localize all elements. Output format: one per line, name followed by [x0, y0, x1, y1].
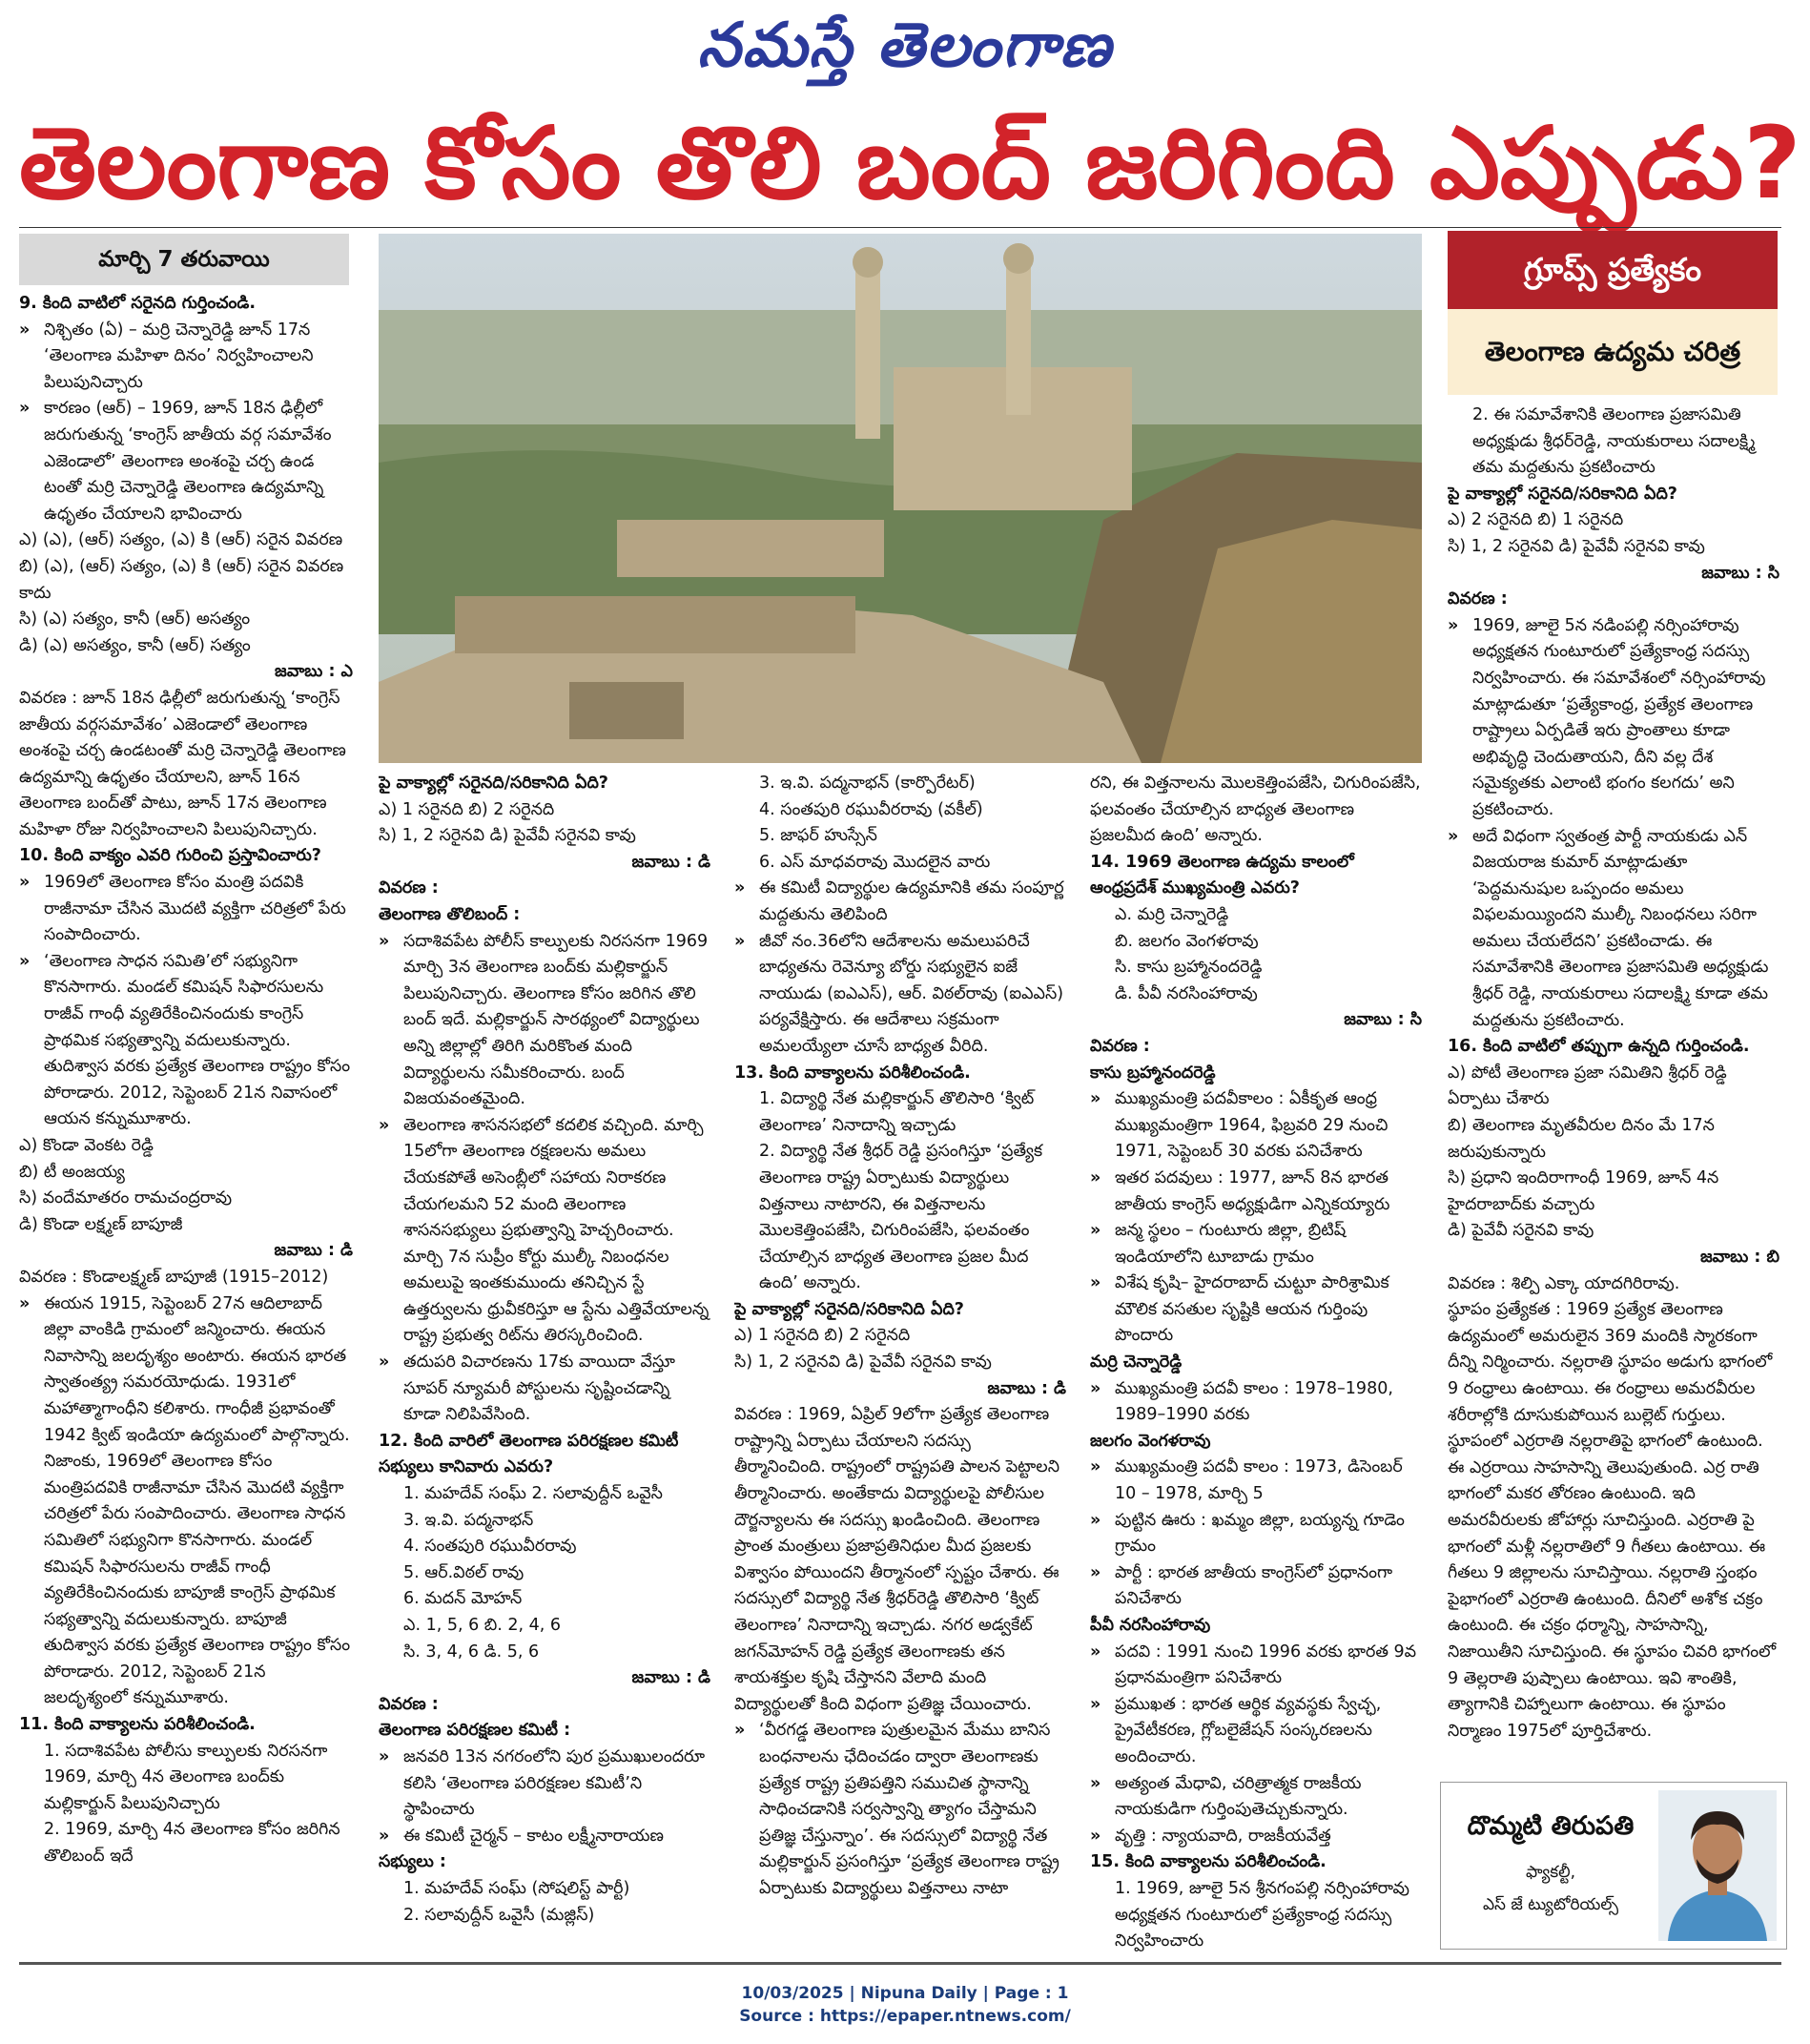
option-item: సి. కాసు బ్రహ్మానందరెడ్డి [1115, 958, 1263, 978]
paragraph: బి) (ఎ), (ఆర్‌) సత్యం, (ఎ) కి (ఆర్‌) సరైన వివరణ కాదు [19, 556, 344, 603]
golconda-fort-photo [379, 234, 1422, 763]
author-photo [1658, 1790, 1777, 1941]
column-3 [734, 771, 1066, 1953]
paragraph: డి) పైవేవీ సరైనవి కావు [1448, 1221, 1594, 1241]
option-item: 2. ఈ సమావేశానికి తెలంగాణ ప్రజాసమితి అధ్యక్షుడు శ్రీధర్‌రెడ్డి, నాయకురాలు సదాలక్ష్మి తమ మద్దతును ప్రకటించారు [1472, 405, 1756, 478]
paragraph: బి) తెలంగాణ మృతవీరుల దినం మే 17న జరుపుకున్నారు [1448, 1116, 1715, 1162]
author-role: ఫ్యాకల్టీ, [1525, 1863, 1576, 1882]
question: పై వాక్యాల్లో సరైనది/సరికానిది ఏది? [1448, 484, 1677, 504]
question: 14. 1969 తెలంగాణ ఉద్యమ కాలంలో ఆంధ్రప్రదేశ్‌ ముఖ్యమంత్రి ఎవరు? [1090, 852, 1354, 898]
bullet-item: » తదుపరి విచారణను 17కు వాయిదా వేస్తూ సూపర్‌ న్యూమరీ పోస్టులను సృష్టించడాన్ని కూడా నిలిపివేసింది. [379, 1350, 710, 1429]
bullet-item: » విశేష కృషి– హైదరాబాద్‌ చుట్టూ పారిశ్రామిక మౌలిక వసతుల సృష్టికి ఆయన గుర్తింపు పొందారు [1090, 1270, 1422, 1350]
option-item: 6. మదన్‌ మోహన్‌ [403, 1589, 523, 1609]
paragraph: వివరణ : కొండాలక్ష్మణ్‌ బాపూజీ (1915–2012) [19, 1267, 329, 1287]
column-4 [1090, 771, 1422, 1953]
masthead-logo: నమస్తే తెలంగాణ [697, 10, 1113, 81]
question: పై వాక్యాల్లో సరైనది/సరికానిది ఏది? [734, 1299, 964, 1319]
subheading: సభ్యులు : [379, 1852, 446, 1872]
bullet-item: » ‘వీరగడ్డ తెలంగాణ పుత్రులమైన మేము బానిస బంధనాలను ఛేదించడం ద్వారా తెలంగాణకు ప్రత్యేక రాష్ట్ర ప్రతిపత్తిని సముచిత స్థానాన్ని సాధించడానికి సర్వస్వాన్ని త్యాగం చేస్తామని ప్రతిజ్ఞ చేస్తున్నాం’. ఈ సదస్సులో విద్యార్థి నేత మల్లికార్జున్‌ ప్రసంగిస్తూ ‘ప్రత్యేక తెలంగాణ రాష్ట్ర ఏర్పాటుకు విద్యార్థులు విత్తనాలు నాటా [734, 1718, 1066, 1902]
paragraph: వివరణ : 1969, ఏప్రిల్‌ 9లోగా ప్రత్యేక తెలంగాణ రాష్ట్రాన్ని ఏర్పాటు చేయాలని సదస్సు తీర్మానించింది. రాష్ట్రంలో రాష్ట్రపతి పాలన పెట్టాలని తీర్మానించారు. అంతేకాదు విద్యార్థులపై పోలీసుల దౌర్జన్యాలను ఈ సదస్సు ఖండించింది. తెలంగాణ ప్రాంత మంత్రులు ప్రజాప్రతినిధుల మీద ప్రజలకు విశ్వాసం పోయిందని తీర్మానంలో స్పష్టం చేశారు. ఈ సదస్సులో విద్యార్థి నేత శ్రీధర్‌రెడ్డి తొలిసారి ‘క్విట్‌ తెలంగాణ’ నినాదాన్ని ఇచ్చాడు. నగర అడ్వకేట్‌ జగన్‌మోహన్‌ రెడ్డి ప్రత్యేక తెలంగాణకు తన శాయశక్తుల కృషి చేస్తానని వేలాది మంది విద్యార్థులతో కింది విధంగా ప్రతిజ్ఞ చేయించారు. [734, 1405, 1059, 1714]
bullet-item: » వృత్తి : న్యాయవాది, రాజకీయవేత్త [1090, 1824, 1422, 1850]
column-1 [19, 291, 353, 1955]
option-item: ఎ. 1, 5, 6 బి. 2, 4, 6 [403, 1616, 562, 1635]
bullet-item: » అదే విధంగా స్వతంత్ర పార్టీ నాయకుడు ఎన్‌ విజయరాజ కుమార్‌ మాట్లాడుతూ ‘పెద్దమనుషుల ఒప్పందం అమలు విఫలమయ్యిందని ముల్కీ నిబంధనలు సరిగా అమలు చేయలేదని’ ప్రకటించాడు. ఈ సమావేశానికి తెలంగాణ ప్రజాసమితి అధ్యక్షుడు శ్రీధర్‌ రెడ్డి, నాయకురాలు సదాలక్ష్మి కూడా తమ మద్దతును ప్రకటించారు. [1448, 824, 1779, 1035]
paragraph: ఎ) కొండా వెంకట రెడ్డి [19, 1136, 154, 1155]
subheading: మర్రి చెన్నారెడ్డి [1090, 1352, 1183, 1373]
subheading: వివరణ : [1090, 1036, 1150, 1056]
question: 11. కింది వాక్యాలను పరిశీలించండి. [19, 1715, 256, 1735]
bullet-item: » 1969, జూలై 5న నడింపల్లి నర్సింహారావు అధ్యక్షతన గుంటూరులో ప్రత్యేకాంధ్ర సదస్సు నిర్వహించారు. ఈ సమావేశంలో నర్సింహారావు మాట్లాడుతూ ‘ప్రత్యేకాంధ్ర, ప్రత్యేక తెలంగాణ రాష్ట్రాలు ఏర్పడితే ఇరు ప్రాంతాలు కూడా అభివృద్ధి చెందుతాయని, దీని వల్ల దేశ సమైక్యతకు ఎలాంటి భంగం కలగదు’ అని ప్రకటించారు. [1448, 613, 1779, 824]
author-name: దొమ్మటి తిరుపతి [1467, 1811, 1635, 1841]
paragraph: ఎ) పోటీ తెలంగాణ ప్రజా సమితిని శ్రీధర్‌ రెడ్డి ఏర్పాటు చేశారు [1448, 1063, 1727, 1109]
paragraph: సి) 1, 2 సరైనవి డి) పైవేవీ సరైనవి కావు [1448, 536, 1705, 556]
bullet-item: » కారణం (ఆర్‌) – 1969, జూన్‌ 18న ఢిల్లీలో జరుగుతున్న ‘కాంగ్రెస్‌ జాతీయ వర్గ సమావేశం ఎజెండాలో’ తెలంగాణ అంశంపై చర్చ ఉండ టంతో మర్రి చెన్నారెడ్డి తెలంగాణ ఉద్యమాన్ని ఉధృతం చేయాలని భావించారు [19, 396, 353, 527]
subheading: వివరణ : [379, 878, 439, 898]
column-5 [1448, 403, 1779, 1776]
subheading: పీవీ నరసింహారావు [1090, 1616, 1211, 1635]
paragraph: సి) 1, 2 సరైనవి డి) పైవేవీ సరైనవి కావు [379, 826, 636, 846]
bullet-item: » ముఖ్యమంత్రి పదవీకాలం : ఏకీకృత ఆంధ్ర ముఖ్యమంత్రిగా 1964, ఫిబ్రవరి 29 నుంచి 1971, సెప్టెంబర్‌ 30 వరకు పనిచేశారు [1090, 1086, 1422, 1166]
option-item: 5. ఆర్‌.విఠల్‌ రావు [403, 1562, 524, 1582]
option-item: 2. 1969, మార్చి 4న తెలంగాణ కోసం జరిగిన తొలిబంద్‌ ఇదే [44, 1820, 340, 1867]
section-banner: గ్రూప్స్‌ ప్రత్యేకం [1448, 231, 1778, 309]
top-divider [19, 227, 1781, 228]
option-item: డి. పీవీ నరసింహారావు [1115, 983, 1258, 1003]
answer: జవాబు : ఎ [275, 662, 353, 682]
bullet-item: » ముఖ్యమంత్రి పదవీ కాలం : 1973, డిసెంబర్‌ 10 – 1978, మార్చి 5 [1090, 1455, 1422, 1507]
paragraph: సి) 1, 2 సరైనవి డి) పైవేవీ సరైనవి కావు [734, 1352, 992, 1373]
bullet-item: » జన్మ స్థలం – గుంటూరు జిల్లా, బ్రిటిష్‌ ఇండియాలోని టూబాడు గ్రామం [1090, 1218, 1422, 1270]
question: 10. కింది వాక్యం ఎవరి గురించి ప్రస్తావించారు? [19, 846, 321, 866]
fort-illustration [379, 234, 1422, 763]
option-item: 1. విద్యార్థి నేత మల్లికార్జున్‌ తొలిసారి ‘క్విట్‌ తెలంగాణ’ నినాదాన్ని ఇచ్చాడు [759, 1089, 1035, 1135]
paragraph: ఎ) 1 సరైనది బి) 2 సరైనది [379, 799, 555, 819]
answer: జవాబు : డి [631, 852, 710, 872]
bullet-item: » ఈ కమిటీ చైర్మన్‌ – కాటం లక్ష్మీనారాయణ [379, 1824, 710, 1850]
question: 15. కింది వాక్యాలను పరిశీలించండి. [1090, 1852, 1327, 1872]
option-item: 5. జాఫర్‌ హుస్సేన్‌ [759, 826, 877, 846]
option-item: 2. విద్యార్థి నేత శ్రీధర్‌ రెడ్డి ప్రసంగిస్తూ ‘ప్రత్యేక తెలంగాణ రాష్ట్ర ఏర్పాటుకు విద్యార్థులు విత్తనాలు నాటారని, ఈ విత్తనాలను మొలకెత్తింపజేసి, చిగురింపజేసి, ఫలవంతం చేయాల్సిన బాధ్యత తెలంగాణ ప్రజల మీద ఉంది’ అన్నారు. [759, 1142, 1043, 1293]
answer: జవాబు : డి [274, 1241, 353, 1261]
subheading: జలగం వెంగళరావు [1090, 1431, 1211, 1451]
author-portrait [1658, 1790, 1777, 1941]
option-item: 2. సలావుద్దీన్‌ ఒవైసీ (మజ్లిస్‌) [403, 1905, 595, 1925]
bottom-divider [19, 1962, 1781, 1965]
paragraph: సి) వందేమాతరం రామచంద్రరావు [19, 1188, 233, 1208]
option-item: 1. మహదేవ్‌ సంఘ్‌ (సోషలిస్ట్‌ పార్టీ) [403, 1878, 630, 1898]
bullet-item: » నిశ్చితం (ఏ) – మర్రి చెన్నారెడ్డి జూన్‌ 17న ‘తెలంగాణ మహిళా దినం’ నిర్వహించాలని పిలుపునిచ్చారు [19, 318, 353, 397]
bullet-item: » జీవో నం.36లోని ఆదేశాలను అమలుపరిచే బాధ్యతను రెవెన్యూ బోర్డు సభ్యులైన ఐజే నాయుడు (ఐఎఎస్‌), ఆర్‌. విఠల్‌రావు (ఐఎఎస్‌) పర్యవేక్షిస్తారు. ఈ ఆదేశాలు సక్రమంగా అమలయ్యేలా చూసే బాధ్యత వీరిది. [734, 929, 1066, 1061]
paragraph: ఎ) 1 సరైనది బి) 2 సరైనది [734, 1326, 911, 1346]
subheading: వివరణ : [1448, 589, 1508, 609]
bullet-item: » సదాశివపేట పోలీస్‌ కాల్పులకు నిరసనగా 1969 మార్చి 3న తెలంగాణ బంద్‌కు మల్లికార్జున్‌ పిలుపునిచ్చారు. తెలంగాణ కోసం జరిగిన తొలి బంద్‌ ఇదే. మల్లికార్జున్‌ సారథ్యంలో విద్యార్థులు అన్ని జిల్లాల్లో తిరిగి మరికొంత మంది విద్యార్థులను సమీకరించారు. బంద్‌ విజయవంతమైంది. [379, 929, 710, 1113]
bullet-item: » జనవరి 13న నగరంలోని పుర ప్రముఖులందరూ కలిసి ‘తెలంగాణ పరిరక్షణల కమిటీ’ని స్థాపించారు [379, 1745, 710, 1824]
question: పై వాక్యాల్లో సరైనది/సరికానిది ఏది? [379, 774, 608, 793]
subheading: కాసు బ్రహ్మానందరెడ్డి [1090, 1063, 1216, 1083]
section-subtitle: తెలంగాణ ఉద్యమ చరిత్ర [1448, 309, 1778, 395]
subheading: తెలంగాణ పరిరక్షణల కమిటీ : [379, 1721, 571, 1741]
bullet-item: » తెలంగాణ శాసనసభలో కదలిక వచ్చింది. మార్చి 15లోగా తెలంగాణ రక్షణలను అమలు చేయకపోతే అసెంబ్లీలో సహాయ నిరాకరణ చేయగలమని 52 మంది తెలంగాణ శాసనసభ్యులు ప్రభుత్వాన్ని హెచ్చరించారు. మార్చి 7న సుప్రీం కోర్టు ముల్కీ నిబంధనల అమలుపై ఇంతకుముందు తనిచ్చిన స్టే ఉత్తర్వులను ధ్రువీకరిస్తూ ఆ స్టేను ఎత్తివేయాలన్న రాష్ట్ర ప్రభుత్వ రిట్‌ను తిరస్కరించింది. [379, 1113, 710, 1350]
option-item: 6. ఎస్‌ మాధవరావు మొదలైన వారు [759, 852, 991, 872]
paragraph: రని, ఈ విత్తనాలను మొలకెత్తింపజేసి, చిగురింపజేసి, ఫలవంతం చేయాల్సిన బాధ్యత తెలంగాణ ప్రజలమీద ఉంది’ అన్నారు. [1090, 774, 1421, 846]
question: 13. కింది వాక్యాలను పరిశీలించండి. [734, 1063, 971, 1083]
option-item: ఎ. మర్రి చెన్నారెడ్డి [1115, 904, 1229, 924]
paragraph: సి) (ఎ) సత్యం, కానీ (ఆర్‌) అసత్యం [19, 609, 251, 630]
paragraph: ఎ) 2 సరైనది బి) 1 సరైనది [1448, 510, 1624, 530]
bullet-item: » పదవి : 1991 నుంచి 1996 వరకు భారత 9వ ప్రధానమంత్రిగా పనిచేశారు [1090, 1640, 1422, 1692]
paragraph: డి) (ఎ) అసత్యం, కానీ (ఆర్‌) సత్యం [19, 635, 251, 655]
bullet-item: » ‘తెలంగాణ సాధన సమితి’లో సభ్యునిగా కొనసాగారు. మండల్‌ కమిషన్‌ సిఫారసులను రాజీవ్‌ గాంధీ వ్యతిరేకించినందుకు కాంగ్రెస్‌ ప్రాథమిక సభ్యత్వాన్ని వదులుకున్నారు. తుదిశ్వాస వరకు ప్రత్యేక తెలంగాణ రాష్ట్రం కోసం పోరాడారు. 2012, సెప్టెంబర్‌ 21న నివాసంలో ఆయన కన్నుమూశారు. [19, 949, 353, 1133]
answer: జవాబు : సి [1344, 1010, 1422, 1030]
option-item: 1. మహదేవ్‌ సంఘ్‌ 2. సలావుద్దీన్‌ ఒవైసీ [403, 1484, 663, 1504]
bullet-item: » ఈయన 1915, సెప్టెంబర్‌ 27న ఆదిలాబాద్‌ జిల్లా వాంకిడి గ్రామంలో జన్మించారు. ఈయన నివాసాన్ని జలదృశ్యం అంటారు. ఈయన భారత స్వాతంత్య్ర సమరయోధుడు. 1931లో మహాత్మాగాంధీని కలిశారు. గాంధీజీ ప్రభావంతో 1942 క్విట్‌ ఇండియా ఉద్యమంలో పాల్గొన్నారు. నిజాంకు, 1969లో తెలంగాణ కోసం మంత్రిపదవికి రాజీనామా చేసిన మొదటి వ్యక్తిగా చరిత్రలో పేరు సంపాదించారు. తెలంగాణ సాధన సమితిలో సభ్యునిగా కొనసాగారు. మండల్‌ కమిషన్‌ సిఫారసులను రాజీవ్‌ గాంధీ వ్యతిరేకించినందుకు బాపూజీ కాంగ్రెస్‌ ప్రాథమిక సభ్యత్వాన్ని వదులుకున్నారు. బాపూజీ తుదిశ్వాస వరకు ప్రత్యేక తెలంగాణ రాష్ట్రం కోసం పోరాడారు. 2012, సెప్టెంబర్‌ 21న జలదృశ్యంలో కన్నుమూశారు. [19, 1291, 353, 1713]
subheading: తెలంగాణ తొలిబంద్‌ : [379, 904, 521, 924]
bullet-item: » అత్యంత మేధావి, చరిత్రాత్మక రాజకీయ నాయకుడిగా గుర్తింపుతెచ్చుకున్నారు. [1090, 1771, 1422, 1824]
continuation-kicker: మార్చి 7 తరువాయి [19, 234, 349, 285]
footer-source: Source : https://epaper.ntnews.com/ [739, 2007, 1071, 2026]
answer: జవాబు : డి [631, 1668, 710, 1688]
paragraph: వివరణ : జూన్‌ 18న ఢిల్లీలో జరుగుతున్న ‘కాంగ్రెస్‌ జాతీయ వర్గసమావేశం’ ఎజెండాలో తెలంగాణ అంశంపై చర్చ ఉండటంతో మర్రి చెన్నారెడ్డి తెలంగాణ ఉద్యమాన్ని ఉధృతం చేయాలని, జూన్‌ 16న తెలంగాణ బంద్‌తో పాటు, జూన్‌ 17న తెలంగాణ మహిళా రోజు నిర్వహించాలని పిలుపునిచ్చారు. [19, 688, 346, 839]
option-item: సి. 3, 4, 6 డి. 5, 6 [403, 1641, 540, 1662]
answer: జవాబు : బి [1700, 1248, 1779, 1267]
question: 16. కింది వాటిలో తప్పుగా ఉన్నది గుర్తించండి. [1448, 1037, 1750, 1057]
option-item: బి. జలగం వెంగళరావు [1115, 931, 1259, 951]
bullet-item: » 1969లో తెలంగాణ కోసం మంత్రి పదవికి రాజీనామా చేసిన మొదటి వ్యక్తిగా చరిత్రలో పేరు సంపాదించారు. [19, 870, 353, 949]
option-item: 1. 1969, జూలై 5న శ్రీనగంపల్లి నర్సింహారావు అధ్యక్షతన గుంటూరులో ప్రత్యేకాంధ్ర సదస్సు నిర్వహించారు [1115, 1878, 1409, 1951]
paragraph: బి) టీ అంజయ్య [19, 1162, 125, 1182]
page-headline: తెలంగాణ కోసం తొలి బంద్‌ జరిగింది ఎప్పుడు? [19, 105, 1801, 221]
bullet-item: » పార్టీ : భారత జాతీయ కాంగ్రెస్‌లో ప్రధానంగా పనిచేశారు [1090, 1560, 1422, 1613]
bullet-item: » పుట్టిన ఊరు : ఖమ్మం జిల్లా, బయ్యన్న గూడెం గ్రామం [1090, 1508, 1422, 1560]
subheading: వివరణ : [379, 1694, 439, 1714]
answer: జవాబు : డి [987, 1378, 1066, 1398]
column-2 [379, 771, 710, 1953]
author-byline [1440, 1782, 1787, 1950]
author-organization: ఎస్‌ జే ట్యుటోరియల్స్‌ [1482, 1895, 1619, 1914]
paragraph: సి) ప్రధాని ఇందిరాగాంధీ 1969, జూన్‌ 4న హైదరాబాద్‌కు వచ్చారు [1448, 1168, 1719, 1214]
footer-date-page: 10/03/2025 | Nipuna Daily | Page : 1 [741, 1984, 1069, 2003]
answer: జవాబు : సి [1701, 563, 1779, 583]
paragraph: వివరణ : శిల్పి ఎక్కా యాదగిరిరావు. [1448, 1273, 1680, 1293]
bullet-item: » ఈ కమిటీ విద్యార్థుల ఉద్యమానికి తమ సంపూర్ణ మద్దతును తెలిపింది [734, 876, 1066, 928]
option-item: 3. ఇ.వి. పద్మనాభన్‌ (కార్పొరేటర్‌) [759, 774, 976, 793]
question: 12. కింది వారిలో తెలంగాణ పరిరక్షణల కమిటీ సభ్యులు కానివారు ఎవరు? [379, 1431, 679, 1477]
question: 9. కింది వాటిలో సరైనది గుర్తించండి. [19, 294, 256, 313]
option-item: 4. సంతపురి రఘువీరరావు (వకీల్‌) [759, 799, 983, 819]
option-item: 1. సదాశివపేట పోలీసు కాల్పులకు నిరసనగా 1969, మార్చి 4న తెలంగాణ బంద్‌కు మల్లికార్జున్‌ పిలుపునిచ్చారు [44, 1741, 328, 1813]
option-item: 3. ఇ.వి. పద్మనాభన్‌ [403, 1510, 534, 1530]
paragraph: ఎ) (ఎ), (ఆర్‌) సత్యం, (ఎ) కి (ఆర్‌) సరైన వివరణ [19, 530, 343, 550]
paragraph: డి) కొండా లక్ష్మణ్‌ బాపూజీ [19, 1214, 183, 1234]
bullet-item: » ఇతర పదవులు : 1977, జూన్‌ 8న భారత జాతీయ కాంగ్రెస్‌ అధ్యక్షుడిగా ఎన్నికయ్యారు [1090, 1166, 1422, 1218]
bullet-item: » ప్రముఖత : భారత ఆర్థిక వ్యవస్థకు స్వేచ్ఛ, ప్రైవేటీకరణ, గ్లోబలైజేషన్‌ సంస్కరణలను అందించారు. [1090, 1692, 1422, 1771]
option-item: 4. సంతపురి రఘువీరరావు [403, 1537, 577, 1557]
paragraph: స్థూపం ప్రత్యేకత : 1969 ప్రత్యేక తెలంగాణ ఉద్యమంలో అమరులైన 369 మందికి స్మారకంగా దీన్ని నిర్మించారు. నల్లరాతి స్థూపం అడుగు భాగంలో 9 రంధ్రాలు ఉంటాయి. ఈ రంధ్రాలు అమరవీరుల శరీరాల్లోకి దూసుకుపోయిన బుల్లెట్‌ గుర్తులు. స్థూపంలో ఎర్రరాతి నల్లరాతిపై భాగంలో ఉంటుంది. ఈ ఎర్రరాయి సాహసాన్ని తెలుపుతుంది. ఎర్ర రాతి భాగంలో మకర తోరణం ఉంటుంది. ఇది అమరవీరులకు జోహార్లు సూచిస్తుంది. ఎర్రరాతి పై భాగంలో మళ్లీ నల్లరాతిలో 9 గీతలు ఉంటాయి. ఈ గీతలు 9 జిల్లాలను సూచిస్తాయి. నల్లరాతి స్తంభం పైభాగంలో ఎర్రరాతి ఉంటుంది. దీనిలో అశోక చక్రం ఉంటుంది. ఈ చక్రం ధర్మాన్ని, సాహసాన్ని, నిజాయితీని సూచిస్తుంది. ఈ స్థూపం చివరి భాగంలో 9 తెల్లరాతి పుష్పాలు ఉంటాయి. ఇవి శాంతికి, త్యాగానికి చిహ్నాలుగా ఉంటాయి. ఈ స్థూపం నిర్మాణం 1975లో పూర్తిచేశారు. [1448, 1300, 1777, 1741]
bullet-item: » ముఖ్యమంత్రి పదవీ కాలం : 1978–1980, 1989–1990 వరకు [1090, 1376, 1422, 1429]
